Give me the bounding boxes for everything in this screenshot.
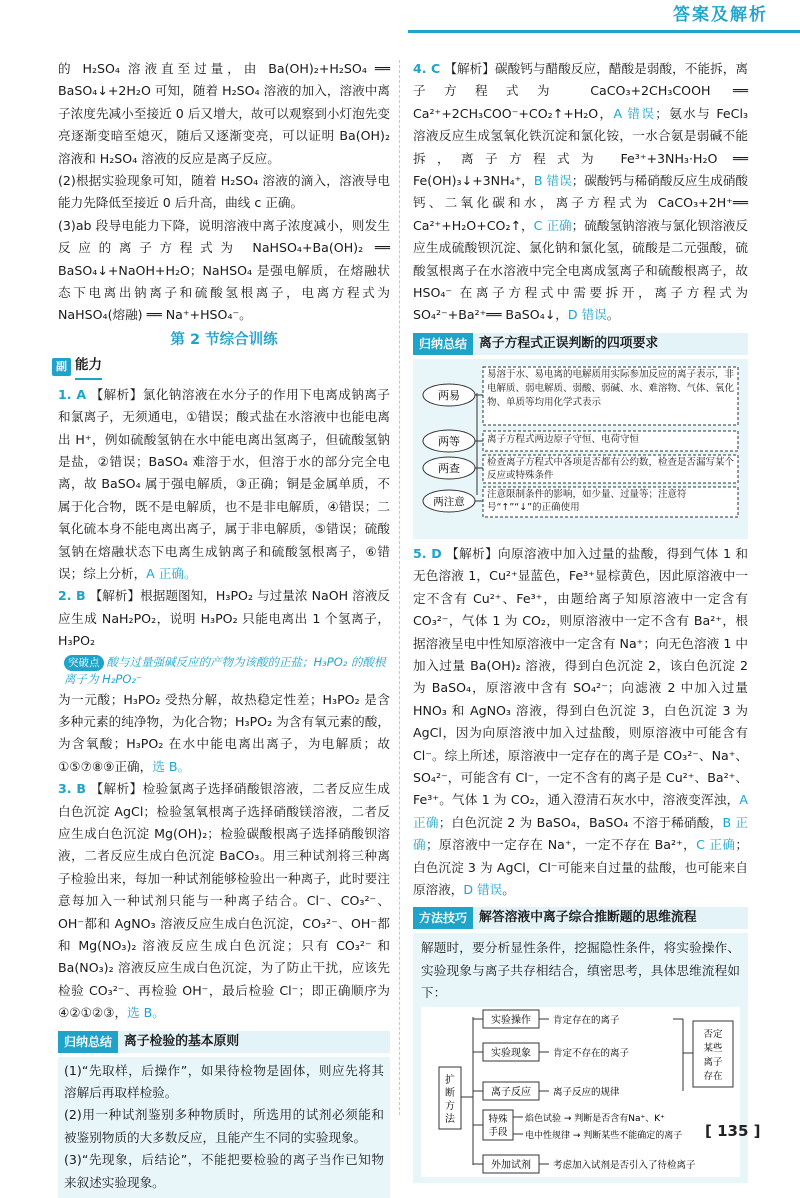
result-line-4: 存在 — [703, 1070, 723, 1082]
q5-mark-b: B 正确 — [413, 814, 748, 853]
question-2 — [58, 585, 390, 652]
tip1-tag: 归纳总结 — [58, 1031, 118, 1053]
q4-text-d: ；硫酸氢钠溶液与氯化钡溶液反应生成硫酸钡沉淀、氯化钠和氯化氢，硫酸是二元强酸，硫酸氢根离子在水溶液中完全电离成氢离子和硫酸根离子，故 HSO₄⁻ 在离子方程式中需要拆开，离子方程式为 SO₄²⁻+Ba²⁺══ BaSO₄↓， — [413, 217, 749, 323]
q1-answer: A 正确。 — [146, 565, 197, 581]
step-2: 实验现象 — [491, 1047, 531, 1059]
q4-mark-d: D 错误 — [567, 307, 607, 323]
step-1: 实验操作 — [491, 1014, 531, 1026]
node-1-label: 两易 — [438, 388, 460, 402]
tip-bar-1 — [58, 1031, 390, 1053]
q2-answer: 选 B。 — [152, 758, 191, 774]
q4-end: 。 — [606, 307, 620, 323]
result-line-3: 离子 — [703, 1056, 723, 1068]
result-line-1: 否定 — [703, 1028, 723, 1040]
tip-bar-3 — [413, 907, 748, 929]
q5-mid-3: ；白色沉淀 3 为 AgCl，Cl⁻可能来自过量的盐酸，也可能来自原溶液， — [413, 837, 748, 897]
q5-mid-1: ；白色沉淀 2 为 BaSO₄，BaSO₄ 不溶于稀硝酸， — [438, 814, 723, 830]
tip1-title: 离子检验的基本原则 — [124, 1033, 240, 1049]
flow-box — [413, 933, 748, 1182]
q4-mark-c: C 正确 — [533, 217, 572, 233]
q5-end: 。 — [502, 881, 515, 897]
para-2: (2)根据实验现象可知，随着 H₂SO₄ 溶液的滴入，溶液导电能力先降低至接近 0 后升高，曲线 c 正确。 — [58, 173, 390, 211]
q4-text-b: ；氨水与 FeCl₃ 溶液反应生成氢氧化铁沉淀和氯化铵，一水合氨是弱碱不能拆，离子方程式为 Fe³⁺+3NH₃·H₂O ══ Fe(OH)₃↓+3NH₄⁺， — [413, 105, 748, 189]
q1-text: 【解析】氯化钠溶液在水分子的作用下电离成钠离子和氯离子，无须通电，①错误；酸式盐在水溶液中也能电离出 H⁺，例如硫酸氢钠在水中能电离出氢离子，但硫酸氢钠是盐，②错误；BaSO₄ 难溶于水，但溶于水的部分完全电离，故 BaSO₄ 属于强电解质，③正确；铜是金属单质，不属于化合物，既不是电解质，也不是非电解质，④错误；二氧化硫本身不能电离出离子，属于非电解质，⑤错误；硫酸氢钠在熔融状态下电离生成钠离子和硫酸氢根离子，⑥错误；综上分析， — [58, 386, 390, 581]
node-4-label: 两注意 — [433, 495, 465, 508]
q5-number: 5. D — [413, 545, 442, 561]
desc-3: 检查离子方程式中各项是否都有公约数，检查是否漏写某个反应或特殊条件 — [487, 456, 735, 481]
note-text: 酸与过量强碱反应的产物为该酸的正盐；H₃PO₂ 的酸根离子为 H₂PO₂⁻ — [64, 654, 386, 686]
q5-text: 【解析】向原溶液中加入过量的盐酸，得到气体 1 和无色溶液 1，Cu²⁺显蓝色，Fe³⁺显棕黄色，因此原溶液中一定不含有 Cu²⁺、Fe³⁺，由题给离子知原溶液中一定含有 CO₃²⁻，气体 1 为 CO₂，则原溶液中一定不含有 Ba²⁺，根据溶液呈电中性知原溶液中一定含有 Na⁺；向无色溶液 1 中加入过量 Ba(OH)₂ 溶液，得到白色沉淀 2，该白色沉淀 2 为 BaSO₄，原溶液中含有 SO₄²⁻；向滤液 2 中加入过量 HNO₃ 和 AgNO₃ 溶液，得到白色沉淀 3，白色沉淀 3 为 AgCl，因为向原溶液中加入过盐酸，则原溶液中可能含有 Cl⁻。综上所述，原溶液中一定存在的离子是 CO₃²⁻、Na⁺、SO₄²⁻，可能含有 Cl⁻，一定不含有的离子是 Cu²⁺、Ba²⁺、Fe³⁺。气体 1 为 CO₂，通入澄清石灰水中，溶液变浑浊， — [413, 545, 748, 808]
q3-answer: 选 B。 — [127, 1005, 165, 1021]
q1-number: 1. A — [58, 386, 87, 402]
page-number-value: 135 — [717, 1122, 749, 1140]
section-title: 第 2 节综合训练 — [170, 331, 278, 348]
outcome-4: 焰色试验 → 判断是否含有Na⁺、K⁺ — [525, 1113, 665, 1124]
note-key: 突破点 — [64, 655, 104, 671]
column-divider — [399, 60, 400, 1115]
desc-2: 离子方程式两边原子守恒、电荷守恒 — [487, 433, 640, 445]
header-title: 答案及解析 — [673, 5, 768, 25]
tip-box-1 — [58, 1057, 390, 1198]
ability-label: 能力 — [75, 354, 102, 379]
header-rule — [408, 30, 800, 33]
result-line-2: 某些 — [703, 1042, 723, 1054]
question-5 — [413, 543, 748, 902]
tip2-title: 离子方程式正误判断的四项要求 — [479, 335, 659, 351]
q3-text: 【解析】检验氯离子选择硝酸银溶液，二者反应生成白色沉淀 AgCl；检验氢氧根离子选择硝酸镁溶液，二者反应生成白色沉淀 Mg(OH)₂；检验碳酸根离子选择硝酸钡溶液，二者反应生成白色沉淀 BaCO₃。用三种试剂将三种离子检验出来，每加一种试剂能够检验出一种离子，此时要注意每加入一种试剂只能与一种离子结合。Cl⁻、CO₃²⁻、OH⁻都和 AgNO₃ 溶液反应生成白色沉淀，CO₃²⁻、OH⁻都和 Mg(NO₃)₂ 溶液反应生成白色沉淀；只有 CO₃²⁻ 和 Ba(NO₃)₂ 溶液反应生成白色沉淀，为了防止干扰，应该先检验 CO₃²⁻、再检验 OH⁻，最后检验 Cl⁻；即正确顺序为④②①②③， — [58, 781, 390, 1021]
question-4 — [413, 58, 748, 327]
q2-breakthrough-note — [64, 654, 390, 687]
node-2-label: 两等 — [438, 434, 460, 448]
ability-heading — [52, 354, 390, 379]
outcome-3: 离子反应的规律 — [553, 1086, 620, 1098]
question-1 — [58, 384, 390, 586]
tip1-item: (3)“先现象，后结论”，不能把要检验的离子当作已知物来叙述实验现象。 — [64, 1152, 384, 1190]
tip-bar-2 — [413, 333, 748, 355]
outcome-1: 肯定存在的离子 — [553, 1014, 620, 1026]
outcome-6: 考虑加入试剂是否引入了待检离子 — [553, 1159, 696, 1171]
q4-number: 4. C — [413, 61, 441, 76]
node-3-label: 两查 — [438, 461, 460, 475]
question-2-cont — [58, 689, 390, 779]
flow-intro: 解题时，要分析显性条件，挖掘隐性条件，将实验操作、实验现象与离子共存相结合，缜密思考，具体思维流程如下： — [421, 940, 740, 1001]
tip1-item: (1)“先取样，后操作”，如果待检物是固体，则应先将其溶解后再取样检验。 — [64, 1062, 384, 1101]
step-4-label-2: 手段 — [488, 1126, 508, 1138]
step-4-label: 特殊 — [488, 1113, 508, 1125]
q2-text-2: 为一元酸；H₃PO₂ 受热分解，故热稳定性差；H₃PO₂ 是含多种元素的纯净物，为化合物；H₃PO₂ 为含有氧元素的酸，为含氧酸；H₃PO₂ 在水中能电离出离子，为电解质；故①⑤⑦⑧⑨正确， — [58, 691, 390, 774]
q5-mark-c: C 正确 — [696, 837, 736, 853]
outcome-5: 电中性规律 → 判断某些不能确定的离子 — [525, 1130, 683, 1141]
q4-mark-b: B 错误 — [533, 173, 572, 189]
q2-number: 2. B — [58, 588, 86, 604]
question-3 — [58, 778, 390, 1024]
q5-mid-2: ；原溶液中一定存在 Na⁺，一定不存在 Ba²⁺， — [426, 837, 697, 853]
q2-text: 【解析】根据题图知，H₃PO₂ 与过量浓 NaOH 溶液反应生成 NaH₂PO₂，说明 H₃PO₂ 只能电离出 1 个氢离子，H₃PO₂ — [58, 588, 391, 649]
desc-1: 易溶于水、易电离的电解质用实际参加反应的离子表示，非电解质、弱电解质、弱酸、弱碱、水、难溶物、气体、氧化物、单质等均用化学式表示 — [487, 368, 735, 408]
q5-mark-d: D 错误 — [463, 881, 503, 897]
tip2-tag: 归纳总结 — [413, 333, 473, 355]
step-5: 外加试剂 — [491, 1159, 531, 1171]
para-1: 的 H₂SO₄ 溶液直至过量，由 Ba(OH)₂+H₂SO₄ ══ BaSO₄↓+2H₂O 可知，随着 H₂SO₄ 溶液的加入，溶液中离子浓度先减小至接近 0 后又增大，故可以观察到小灯泡先变亮逐渐变暗至熄灭，随后又逐渐变亮，可以证明 Ba(OH)₂ 溶液和 H₂SO₄ 溶液的反应是离子反应。 — [58, 61, 390, 166]
tip3-title: 解答溶液中离子综合推断题的思维流程 — [479, 910, 697, 926]
q4-mark-a: A 错误 — [613, 105, 656, 121]
tip3-tag: 方法技巧 — [413, 907, 473, 929]
left-column — [58, 58, 390, 1198]
ability-tag: 副 — [52, 358, 71, 376]
step-3: 离子反应 — [491, 1086, 531, 1098]
method-label: 扩断方法 — [445, 1074, 455, 1125]
four-requirements-map — [413, 359, 748, 539]
page-number: [ 135 ] — [705, 1122, 761, 1140]
q3-number: 3. B — [58, 781, 86, 797]
right-column — [413, 58, 748, 1183]
desc-4: 注意限制条件的影响，如少量、过量等；注意符号“↑”“↓”的正确使用 — [487, 488, 687, 513]
para-3: (3)ab 段导电能力下降，说明溶液中离子浓度减小，则发生反应的离子方程式为 NaHSO₄+Ba(OH)₂ ══ BaSO₄↓+NaOH+H₂O；NaHSO₄ 是强电解质，在熔融状态下电离出钠离子和硫酸氢根离子，电离方程式为 NaHSO₄(熔融) ══ Na⁺+HSO₄⁻。 — [58, 217, 390, 323]
thinking-flow-diagram — [421, 1007, 740, 1177]
q5-mark-a: A 正确 — [413, 792, 748, 830]
outcome-2: 肯定不存在的离子 — [553, 1047, 630, 1059]
q4-text-a: 【解析】碳酸钙与醋酸反应，醋酸是弱酸，不能拆，离子方程式为 CaCO₃+2CH₃COOH ══ Ca²⁺+2CH₃COO⁻+CO₂↑+H₂O， — [413, 61, 749, 121]
tip1-item: (2)用一种试剂鉴别多种物质时，所选用的试剂必须能和被鉴别物质的大多数反应，且能产生不同的实验现象。 — [64, 1107, 384, 1145]
q4-text-c: ；碳酸钙与稀硝酸反应生成硝酸钙、二氧化碳和水，离子方程式为 CaCO₃+2H⁺══ Ca²⁺+H₂O+CO₂↑， — [413, 173, 749, 233]
